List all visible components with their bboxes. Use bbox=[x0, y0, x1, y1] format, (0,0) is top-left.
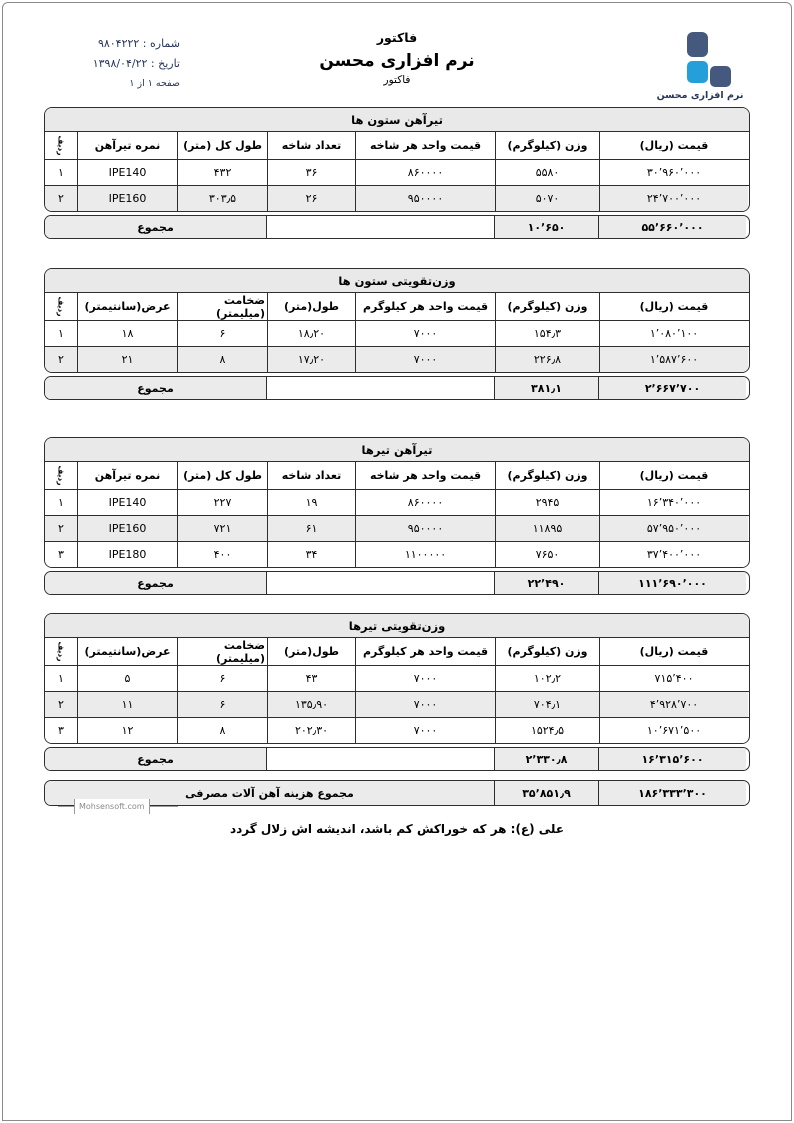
total-weight: ۳۸۱٫۱ bbox=[494, 377, 598, 399]
column-header: قیمت واحد هر کیلوگرم bbox=[355, 638, 495, 665]
total-label: مجموع bbox=[45, 216, 266, 238]
doc-subtitle: فاکتور bbox=[383, 74, 411, 86]
column-header: نمره تیرآهن bbox=[77, 462, 177, 489]
cell-price: ۱٬۰۸۰٬۱۰۰ bbox=[599, 321, 748, 346]
cell-price: ۳۰٬۹۶۰٬۰۰۰ bbox=[599, 160, 748, 185]
total-weight: ۱۰٬۶۵۰ bbox=[494, 216, 598, 238]
cell-thickness: ۶ bbox=[177, 666, 267, 691]
cell-price: ۱٬۵۸۷٬۶۰۰ bbox=[599, 347, 748, 372]
grand-total-weight: ۳۵٬۸۵۱٫۹ bbox=[494, 781, 598, 805]
watermark-text: Mohsensoft.com bbox=[74, 799, 150, 814]
table-row bbox=[45, 691, 749, 717]
cell-thickness: ۸ bbox=[177, 347, 267, 372]
column-header: قیمت (ریال) bbox=[599, 293, 748, 320]
cell-unit-price: ۷۰۰۰ bbox=[355, 321, 495, 346]
total-weight: ۲۲٬۴۹۰ bbox=[494, 572, 598, 594]
cell-thickness: ۶ bbox=[177, 321, 267, 346]
cell-width: ۲۱ bbox=[77, 347, 177, 372]
cell-branch-count: ۲۶ bbox=[267, 186, 355, 211]
cell-weight: ۱۵۴٫۳ bbox=[495, 321, 599, 346]
cell-weight: ۵۵۸۰ bbox=[495, 160, 599, 185]
cell-branch-count: ۱۹ bbox=[267, 490, 355, 515]
cell-length: ۲۰۲٫۳۰ bbox=[267, 718, 355, 743]
cell-row-number: ۳ bbox=[45, 718, 77, 743]
cell-beam-grade: IPE140 bbox=[77, 160, 177, 185]
table-header-row bbox=[45, 638, 749, 665]
table-row bbox=[45, 541, 749, 567]
cell-row-number: ۳ bbox=[45, 542, 77, 567]
total-label: مجموع bbox=[45, 748, 266, 770]
cell-length: ۴۳ bbox=[267, 666, 355, 691]
cell-total-length: ۲۲۷ bbox=[177, 490, 267, 515]
table-row bbox=[45, 346, 749, 372]
column-header: وزن (کیلوگرم) bbox=[495, 293, 599, 320]
cell-row-number: ۱ bbox=[45, 666, 77, 691]
cell-unit-price: ۸۶۰۰۰۰ bbox=[355, 490, 495, 515]
column-header: طول کل (متر) bbox=[177, 462, 267, 489]
table-total-row bbox=[44, 747, 750, 771]
column-header: وزن (کیلوگرم) bbox=[495, 638, 599, 665]
table-row bbox=[45, 159, 749, 185]
cell-weight: ۱۰۲٫۲ bbox=[495, 666, 599, 691]
cell-total-length: ۷۲۱ bbox=[177, 516, 267, 541]
row-number-column-header: ردیف bbox=[45, 638, 77, 665]
cell-thickness: ۶ bbox=[177, 692, 267, 717]
cell-row-number: ۱ bbox=[45, 160, 77, 185]
cell-row-number: ۲ bbox=[45, 516, 77, 541]
column-header: وزن (کیلوگرم) bbox=[495, 462, 599, 489]
grand-total-label: مجموع هزینه آهن آلات مصرفی bbox=[45, 781, 494, 805]
table-row bbox=[45, 320, 749, 346]
table-title: وزن‌تقویتی ستون ها bbox=[45, 269, 749, 293]
table-title: وزن‌تقویتی تیرها bbox=[45, 614, 749, 638]
cell-branch-count: ۶۱ bbox=[267, 516, 355, 541]
cell-width: ۱۲ bbox=[77, 718, 177, 743]
cell-branch-count: ۳۴ bbox=[267, 542, 355, 567]
cell-row-number: ۲ bbox=[45, 186, 77, 211]
total-spacer bbox=[266, 748, 494, 770]
cell-thickness: ۸ bbox=[177, 718, 267, 743]
cell-width: ۱۱ bbox=[77, 692, 177, 717]
watermark bbox=[58, 799, 178, 814]
invoice-date: تاریخ : ۱۳۹۸/۰۴/۲۲ bbox=[92, 57, 180, 70]
table-title: تیرآهن تیرها bbox=[45, 438, 749, 462]
cell-beam-grade: IPE140 bbox=[77, 490, 177, 515]
cell-total-length: ۴۰۰ bbox=[177, 542, 267, 567]
grand-total-price: ۱۸۶٬۳۳۳٬۳۰۰ bbox=[598, 781, 746, 805]
total-spacer bbox=[266, 377, 494, 399]
column-plates-table bbox=[44, 268, 750, 373]
cell-row-number: ۲ bbox=[45, 692, 77, 717]
girder-plates-table-section bbox=[44, 613, 750, 771]
beam-columns-table bbox=[44, 107, 750, 212]
cell-width: ۱۸ bbox=[77, 321, 177, 346]
column-header: عرض(سانتیمتر) bbox=[77, 638, 177, 665]
column-header: طول(متر) bbox=[267, 293, 355, 320]
total-spacer bbox=[266, 216, 494, 238]
total-price: ۲٬۶۶۷٬۷۰۰ bbox=[598, 377, 746, 399]
column-header: ضخامت (میلیمتر) bbox=[177, 293, 267, 320]
table-row bbox=[45, 185, 749, 211]
column-header: وزن (کیلوگرم) bbox=[495, 132, 599, 159]
table-header-row bbox=[45, 132, 749, 159]
cell-length: ۱۷٫۲۰ bbox=[267, 347, 355, 372]
cell-total-length: ۳۰۳٫۵ bbox=[177, 186, 267, 211]
column-header: تعداد شاخه bbox=[267, 132, 355, 159]
cell-weight: ۵۰۷۰ bbox=[495, 186, 599, 211]
total-label: مجموع bbox=[45, 377, 266, 399]
watermark-line-right bbox=[150, 806, 178, 807]
company-logo bbox=[648, 30, 758, 105]
cell-unit-price: ۷۰۰۰ bbox=[355, 666, 495, 691]
logo-square-dark-right-icon bbox=[710, 66, 731, 87]
total-price: ۱۶٬۳۱۵٬۶۰۰ bbox=[598, 748, 746, 770]
logo-square-dark-top-icon bbox=[687, 32, 708, 57]
row-number-column-header: ردیف bbox=[45, 293, 77, 320]
cell-total-length: ۴۳۲ bbox=[177, 160, 267, 185]
total-price: ۱۱۱٬۶۹۰٬۰۰۰ bbox=[598, 572, 746, 594]
cell-unit-price: ۷۰۰۰ bbox=[355, 718, 495, 743]
table-header-row bbox=[45, 293, 749, 320]
row-number-column-header: ردیف bbox=[45, 462, 77, 489]
column-header: ضخامت (میلیمتر) bbox=[177, 638, 267, 665]
beam-girders-table bbox=[44, 437, 750, 568]
column-header: طول(متر) bbox=[267, 638, 355, 665]
cell-unit-price: ۷۰۰۰ bbox=[355, 347, 495, 372]
column-header: عرض(سانتیمتر) bbox=[77, 293, 177, 320]
row-number-column-header: ردیف bbox=[45, 132, 77, 159]
table-total-row bbox=[44, 376, 750, 400]
column-header: قیمت (ریال) bbox=[599, 132, 748, 159]
cell-price: ۳۷٬۴۰۰٬۰۰۰ bbox=[599, 542, 748, 567]
table-total-row bbox=[44, 571, 750, 595]
cell-length: ۱۳۵٫۹۰ bbox=[267, 692, 355, 717]
cell-weight: ۱۵۲۴٫۵ bbox=[495, 718, 599, 743]
column-plates-table-section bbox=[44, 268, 750, 400]
cell-weight: ۱۱۸۹۵ bbox=[495, 516, 599, 541]
cell-price: ۴٬۹۲۸٬۷۰۰ bbox=[599, 692, 748, 717]
column-header: قیمت (ریال) bbox=[599, 638, 748, 665]
cell-row-number: ۱ bbox=[45, 490, 77, 515]
logo-square-light-icon bbox=[687, 61, 708, 83]
column-header: قیمت واحد هر شاخه bbox=[355, 132, 495, 159]
total-spacer bbox=[266, 572, 494, 594]
cell-unit-price: ۹۵۰۰۰۰ bbox=[355, 516, 495, 541]
cell-weight: ۷۰۴٫۱ bbox=[495, 692, 599, 717]
column-header: تعداد شاخه bbox=[267, 462, 355, 489]
footer-quote: علی (ع): هر که خوراکش کم باشد، اندیشه اش زلال گردد bbox=[229, 822, 565, 836]
cell-price: ۲۴٬۷۰۰٬۰۰۰ bbox=[599, 186, 748, 211]
company-name: نرم افزاری محسن bbox=[319, 51, 475, 71]
cell-unit-price: ۷۰۰۰ bbox=[355, 692, 495, 717]
beam-columns-table-section bbox=[44, 107, 750, 239]
table-row bbox=[45, 489, 749, 515]
table-total-row bbox=[44, 215, 750, 239]
column-header: طول کل (متر) bbox=[177, 132, 267, 159]
cell-price: ۱۶٬۳۴۰٬۰۰۰ bbox=[599, 490, 748, 515]
table-row bbox=[45, 717, 749, 743]
cell-branch-count: ۳۶ bbox=[267, 160, 355, 185]
cell-row-number: ۱ bbox=[45, 321, 77, 346]
column-header: نمره تیرآهن bbox=[77, 132, 177, 159]
total-price: ۵۵٬۶۶۰٬۰۰۰ bbox=[598, 216, 746, 238]
girder-plates-table bbox=[44, 613, 750, 744]
cell-beam-grade: IPE160 bbox=[77, 516, 177, 541]
cell-unit-price: ۱۱۰۰۰۰۰ bbox=[355, 542, 495, 567]
cell-weight: ۲۲۶٫۸ bbox=[495, 347, 599, 372]
cell-width: ۵ bbox=[77, 666, 177, 691]
cell-price: ۷۱۵٬۴۰۰ bbox=[599, 666, 748, 691]
cell-weight: ۷۶۵۰ bbox=[495, 542, 599, 567]
beam-girders-table-section bbox=[44, 437, 750, 595]
table-row bbox=[45, 515, 749, 541]
cell-price: ۱۰٬۶۷۱٬۵۰۰ bbox=[599, 718, 748, 743]
cell-beam-grade: IPE180 bbox=[77, 542, 177, 567]
invoice-page-count: صفحه ۱ از ۱ bbox=[129, 78, 180, 89]
logo-text: نرم افزاری محسن bbox=[656, 90, 744, 101]
total-label: مجموع bbox=[45, 572, 266, 594]
invoice-number: شماره : ۹۸۰۴۲۲۲ bbox=[97, 37, 180, 50]
cell-weight: ۲۹۴۵ bbox=[495, 490, 599, 515]
watermark-line-left bbox=[58, 806, 74, 807]
cell-unit-price: ۸۶۰۰۰۰ bbox=[355, 160, 495, 185]
table-header-row bbox=[45, 462, 749, 489]
column-header: قیمت (ریال) bbox=[599, 462, 748, 489]
cell-row-number: ۲ bbox=[45, 347, 77, 372]
cell-unit-price: ۹۵۰۰۰۰ bbox=[355, 186, 495, 211]
total-weight: ۲٬۳۳۰٫۸ bbox=[494, 748, 598, 770]
cell-length: ۱۸٫۲۰ bbox=[267, 321, 355, 346]
column-header: قیمت واحد هر کیلوگرم bbox=[355, 293, 495, 320]
column-header: قیمت واحد هر شاخه bbox=[355, 462, 495, 489]
cell-price: ۵۷٬۹۵۰٬۰۰۰ bbox=[599, 516, 748, 541]
cell-beam-grade: IPE160 bbox=[77, 186, 177, 211]
table-title: تیرآهن ستون ها bbox=[45, 108, 749, 132]
doc-type-title: فاکتور bbox=[376, 30, 418, 45]
table-row bbox=[45, 665, 749, 691]
